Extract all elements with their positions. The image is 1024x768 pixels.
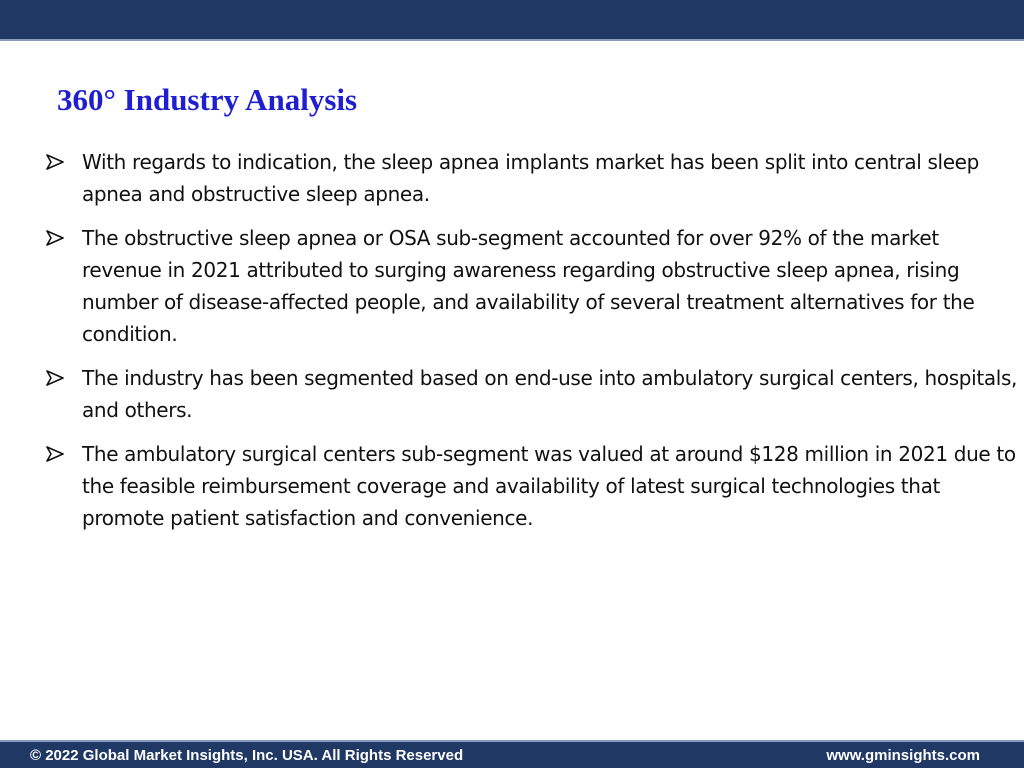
arrow-bullet-icon [46, 230, 64, 246]
slide-title: 360° Industry Analysis [57, 82, 358, 117]
footer-website-link[interactable]: www.gminsights.com [826, 747, 980, 764]
list-item [46, 222, 1018, 350]
header-bar [0, 0, 1024, 41]
footer-copyright: © 2022 Global Market Insights, Inc. USA. All Rights Reserved [30, 747, 464, 764]
bullet-text: The obstructive sleep apnea or OSA sub-segment accounted for over 92% of the market revenue in 2021 attributed to surging awareness regarding obstructive sleep apnea, rising number of disease-affected people, and availability of several treatment alternatives for the condition. [82, 226, 975, 346]
bullet-list [46, 146, 1018, 546]
list-item [46, 146, 1018, 210]
arrow-bullet-icon [46, 154, 64, 170]
footer-bar [0, 740, 1024, 768]
list-item [46, 438, 1018, 534]
arrow-bullet-icon [46, 370, 64, 386]
bullet-text: The ambulatory surgical centers sub-segment was valued at around $128 million in 2021 due to the feasible reimbursement coverage and availability of latest surgical technologies that promote patient satisfaction and convenience. [82, 442, 1016, 530]
arrow-bullet-icon [46, 446, 64, 462]
bullet-text: With regards to indication, the sleep apnea implants market has been split into central sleep apnea and obstructive sleep apnea. [82, 150, 979, 206]
list-item [46, 362, 1018, 426]
bullet-text: The industry has been segmented based on end-use into ambulatory surgical centers, hospitals, and others. [82, 366, 1018, 422]
